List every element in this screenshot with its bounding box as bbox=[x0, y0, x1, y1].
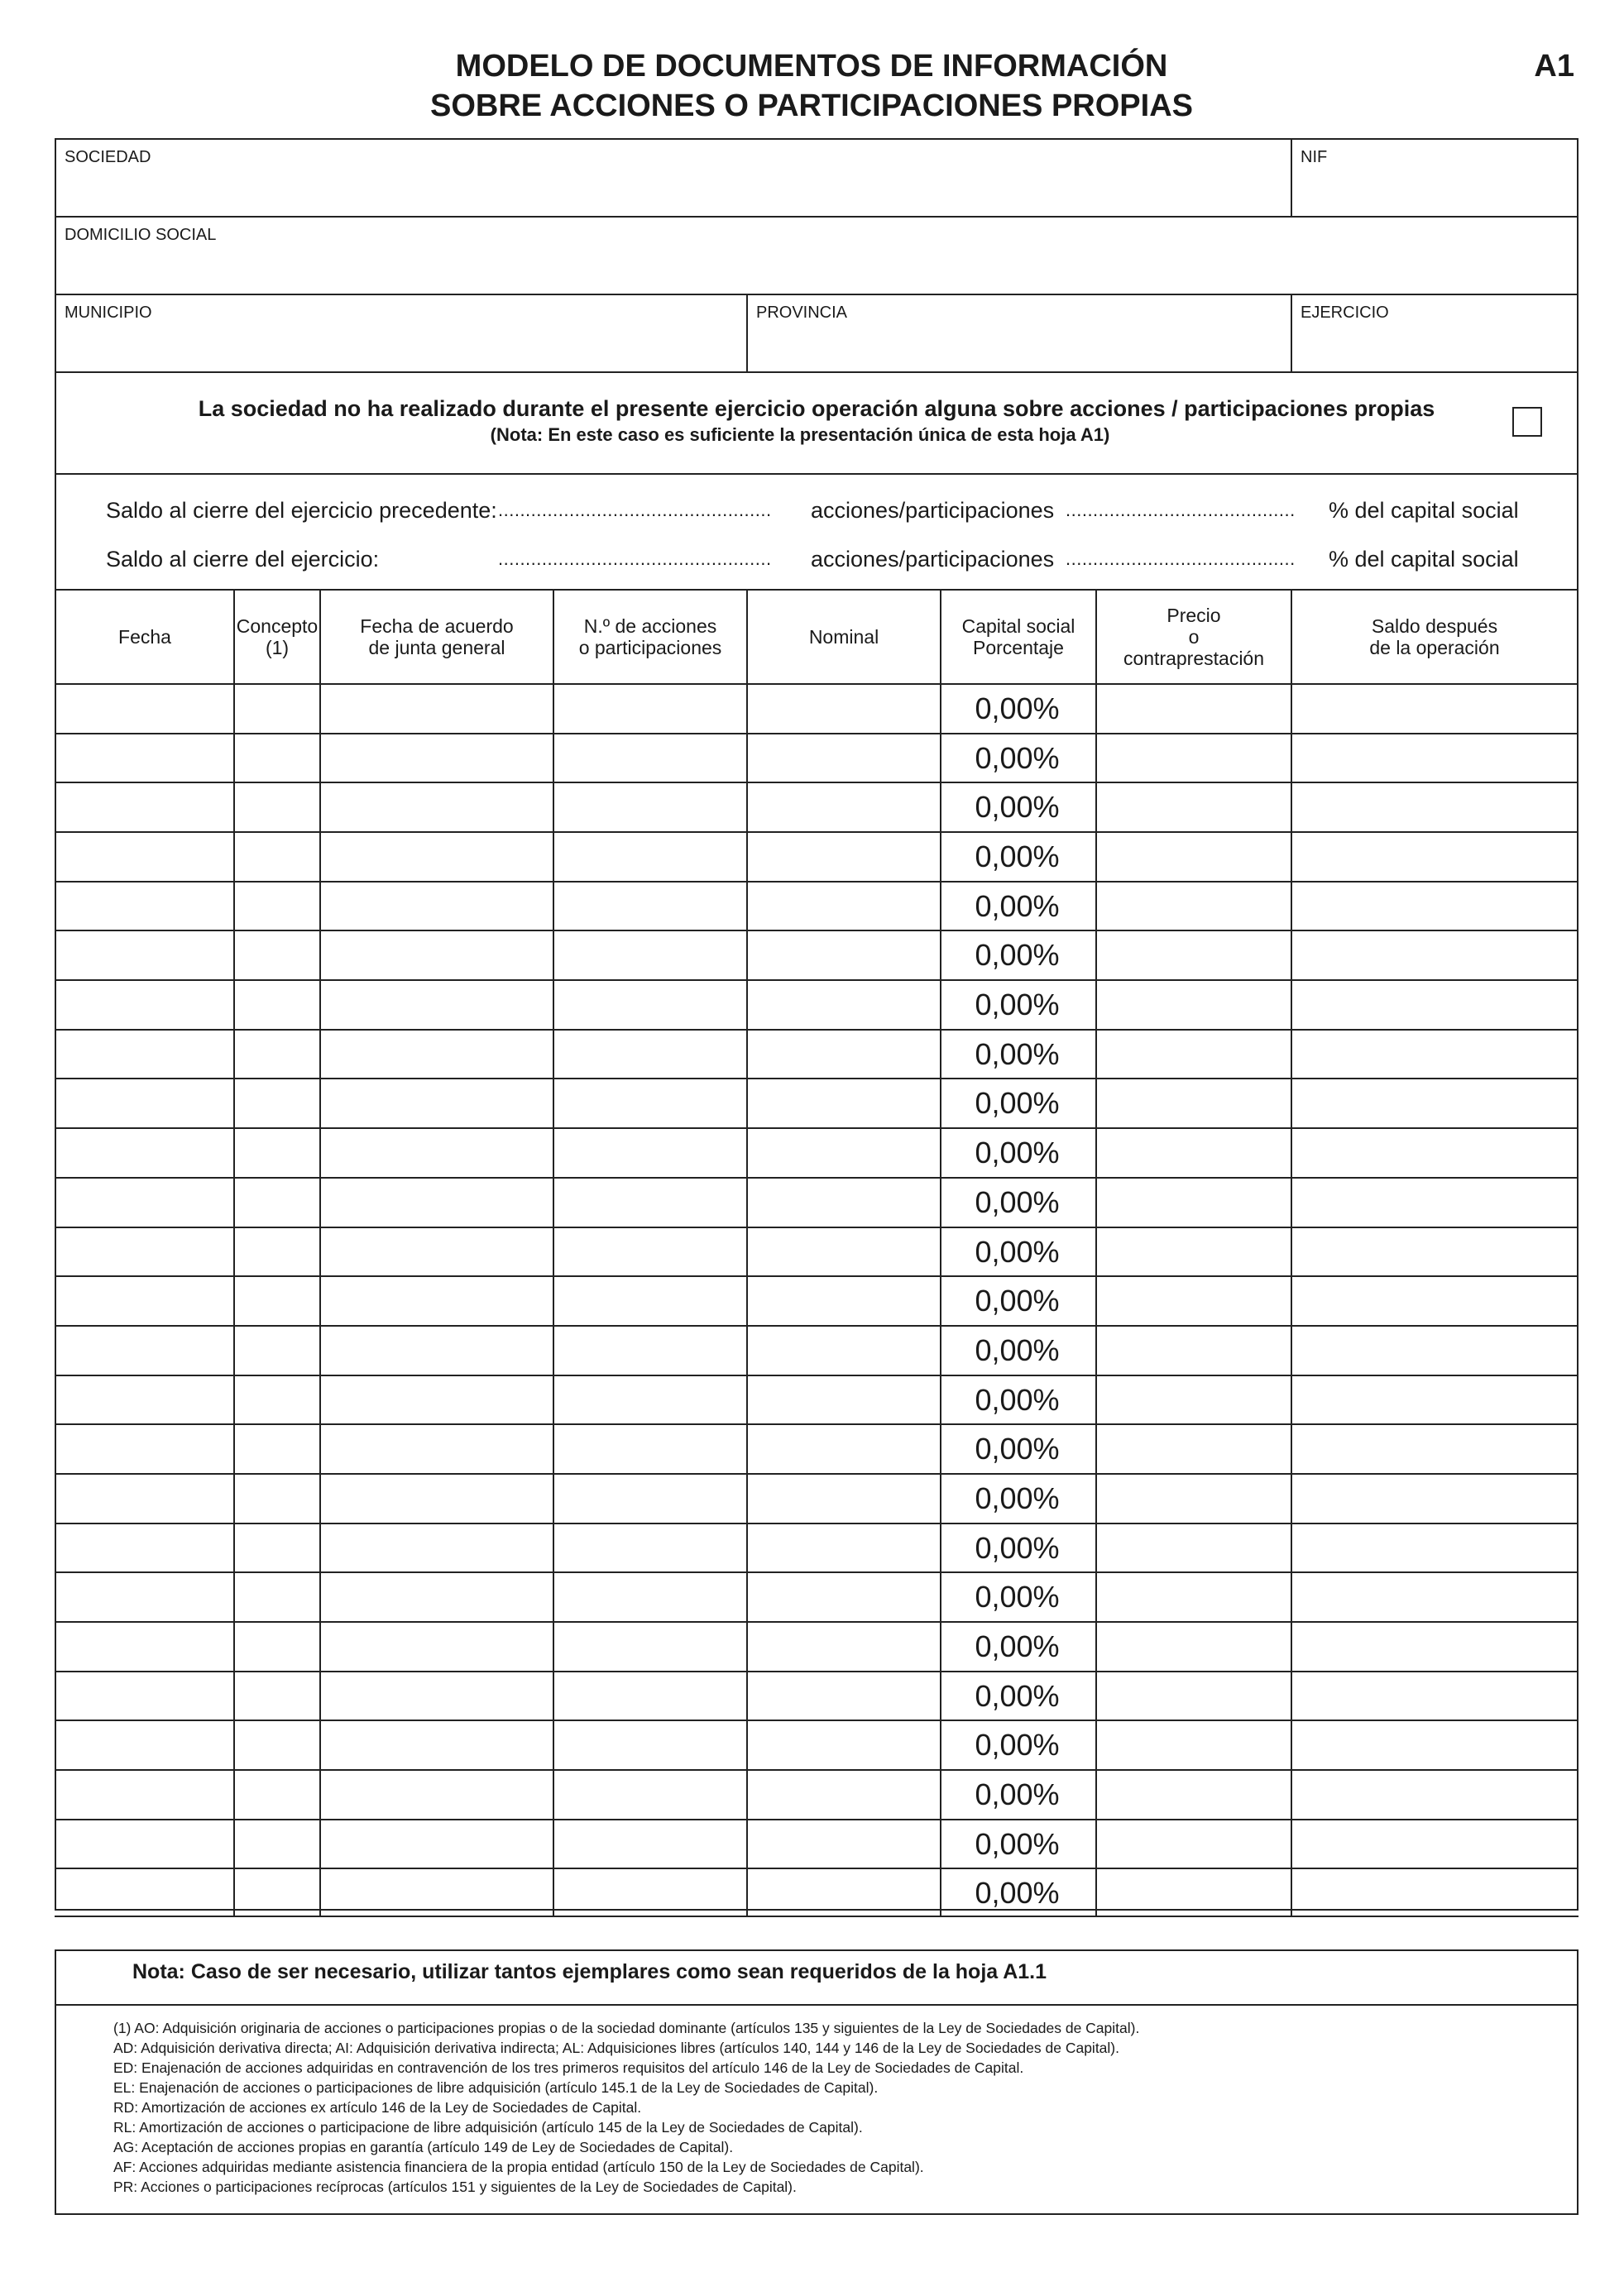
col-num-acciones-line-2: o participaciones bbox=[578, 636, 722, 658]
table-cell-precio[interactable] bbox=[1097, 1079, 1291, 1127]
table-cell-fecha[interactable] bbox=[56, 883, 233, 930]
saldo-cierre-acciones-dots[interactable]: .................................................. bbox=[498, 548, 772, 569]
table-cell-saldo[interactable] bbox=[1292, 1228, 1575, 1276]
table-cell-fecha-acuerdo[interactable] bbox=[321, 783, 553, 831]
col-concepto-line-2: (1) bbox=[265, 636, 290, 658]
table-cell-nominal[interactable] bbox=[748, 1079, 940, 1127]
table-cell-fecha-acuerdo[interactable] bbox=[321, 1179, 553, 1227]
table-cell-nominal[interactable] bbox=[748, 1327, 940, 1375]
table-cell-num-acciones[interactable] bbox=[554, 1425, 746, 1473]
nif-label: NIF bbox=[1301, 148, 1328, 166]
table-cell-fecha-acuerdo[interactable] bbox=[321, 1721, 553, 1769]
provincia-label: PROVINCIA bbox=[756, 304, 848, 322]
table-cell-num-acciones[interactable] bbox=[554, 1277, 746, 1325]
table-cell-saldo[interactable] bbox=[1292, 883, 1575, 930]
capital-percentage-cell: 0,00% bbox=[975, 1284, 1060, 1318]
table-cell-fecha[interactable] bbox=[56, 833, 233, 881]
table-cell-num-acciones[interactable] bbox=[554, 1524, 746, 1572]
table-cell-nominal[interactable] bbox=[748, 833, 940, 881]
table-cell-concepto[interactable] bbox=[235, 685, 319, 733]
title-line-2: SOBRE ACCIONES O PARTICIPACIONES PROPIAS bbox=[430, 88, 1193, 123]
table-cell-fecha[interactable] bbox=[56, 783, 233, 831]
capital-percentage-cell: 0,00% bbox=[975, 691, 1060, 725]
table-cell-saldo[interactable] bbox=[1292, 1771, 1575, 1819]
table-cell-concepto[interactable] bbox=[235, 1079, 319, 1127]
capital-percentage-cell: 0,00% bbox=[975, 740, 1060, 775]
table-cell-saldo[interactable] bbox=[1292, 931, 1575, 979]
col-precio-line-3: contraprestación bbox=[1123, 647, 1265, 669]
table-cell-fecha[interactable] bbox=[56, 685, 233, 733]
col-precio-line-2: o bbox=[1188, 625, 1200, 648]
table-cell-saldo[interactable] bbox=[1292, 1129, 1575, 1177]
capital-percentage-cell: 0,00% bbox=[975, 790, 1060, 825]
table-cell-concepto[interactable] bbox=[235, 1623, 319, 1671]
capital-percentage-cell: 0,00% bbox=[975, 1234, 1060, 1269]
table-cell-fecha[interactable] bbox=[56, 1573, 233, 1621]
table-cell-concepto[interactable] bbox=[235, 1031, 319, 1079]
provincia-field[interactable] bbox=[748, 295, 1291, 371]
col-num-acciones bbox=[554, 590, 746, 683]
table-cell-fecha[interactable] bbox=[56, 1277, 233, 1325]
table-cell-saldo[interactable] bbox=[1292, 1869, 1575, 1917]
municipio-label: MUNICIPIO bbox=[65, 304, 152, 322]
col-num-acciones-line-1: N.º de acciones bbox=[583, 615, 717, 637]
capital-percentage-cell: 0,00% bbox=[975, 1036, 1060, 1071]
table-cell-fecha-acuerdo[interactable] bbox=[321, 1228, 553, 1276]
table-cell-nominal[interactable] bbox=[748, 1228, 940, 1276]
table-cell-num-acciones[interactable] bbox=[554, 1771, 746, 1819]
table-cell-fecha[interactable] bbox=[56, 1721, 233, 1769]
table-cell-fecha-acuerdo[interactable] bbox=[321, 1031, 553, 1079]
title-line-1: MODELO DE DOCUMENTOS DE INFORMACIÓN bbox=[455, 49, 1168, 84]
table-cell-fecha[interactable] bbox=[56, 1820, 233, 1868]
table-cell-fecha-acuerdo[interactable] bbox=[321, 1376, 553, 1424]
table-cell-nominal[interactable] bbox=[748, 1524, 940, 1572]
table-cell-fecha-acuerdo[interactable] bbox=[321, 1820, 553, 1868]
legend-line: AD: Adquisición derivativa directa; AI: Adquisición derivativa indirecta; AL: Adquisiciones libres (artículos 140, 144 y 146 de la Ley de Sociedades de Capital). bbox=[113, 2040, 1119, 2056]
table-cell-concepto[interactable] bbox=[235, 1869, 319, 1917]
table-cell-fecha[interactable] bbox=[56, 981, 233, 1029]
table-cell-nominal[interactable] bbox=[748, 1573, 940, 1621]
form-code: A1 bbox=[1534, 49, 1574, 84]
table-cell-num-acciones[interactable] bbox=[554, 1623, 746, 1671]
table-cell-fecha-acuerdo[interactable] bbox=[321, 1079, 553, 1127]
capital-percentage-cell: 0,00% bbox=[975, 1480, 1060, 1515]
table-cell-precio[interactable] bbox=[1097, 1425, 1291, 1473]
table-cell-concepto[interactable] bbox=[235, 1327, 319, 1375]
table-cell-num-acciones[interactable] bbox=[554, 1573, 746, 1621]
legend-line: AF: Acciones adquiridas mediante asistencia financiera de la propia entidad (artículo 150 de la Ley de Sociedades de Capital). bbox=[113, 2159, 924, 2175]
table-cell-nominal[interactable] bbox=[748, 734, 940, 782]
table-cell-saldo[interactable] bbox=[1292, 1475, 1575, 1523]
table-cell-num-acciones[interactable] bbox=[554, 1031, 746, 1079]
table-cell-precio[interactable] bbox=[1097, 1820, 1291, 1868]
table-cell-precio[interactable] bbox=[1097, 1869, 1291, 1917]
capital-percentage-cell: 0,00% bbox=[975, 1432, 1060, 1466]
table-cell-num-acciones[interactable] bbox=[554, 1228, 746, 1276]
table-cell-precio[interactable] bbox=[1097, 1277, 1291, 1325]
capital-percentage-cell: 0,00% bbox=[975, 1876, 1060, 1911]
table-cell-concepto[interactable] bbox=[235, 1573, 319, 1621]
municipio-field[interactable] bbox=[56, 295, 746, 371]
table-cell-num-acciones[interactable] bbox=[554, 1721, 746, 1769]
table-cell-precio[interactable] bbox=[1097, 1179, 1291, 1227]
table-cell-saldo[interactable] bbox=[1292, 1277, 1575, 1325]
table-cell-concepto[interactable] bbox=[235, 1475, 319, 1523]
table-cell-fecha[interactable] bbox=[56, 1179, 233, 1227]
legend-line: EL: Enajenación de acciones o participaciones de libre adquisición (artículo 145.1 de la Ley de Sociedades de Capital). bbox=[113, 2079, 879, 2096]
col-nominal bbox=[748, 590, 940, 683]
table-cell-precio[interactable] bbox=[1097, 833, 1291, 881]
table-cell-fecha-acuerdo[interactable] bbox=[321, 883, 553, 930]
table-cell-precio[interactable] bbox=[1097, 1721, 1291, 1769]
table-cell-saldo[interactable] bbox=[1292, 833, 1575, 881]
no-operations-checkbox[interactable] bbox=[1512, 407, 1542, 437]
table-cell-saldo[interactable] bbox=[1292, 1079, 1575, 1127]
table-cell-fecha[interactable] bbox=[56, 1869, 233, 1917]
table-cell-precio[interactable] bbox=[1097, 1573, 1291, 1621]
form-title bbox=[248, 46, 1375, 126]
table-cell-concepto[interactable] bbox=[235, 981, 319, 1029]
table-cell-fecha[interactable] bbox=[56, 931, 233, 979]
saldo-cierre-capital-dots[interactable]: .......................................... bbox=[1066, 548, 1296, 569]
table-cell-precio[interactable] bbox=[1097, 1672, 1291, 1720]
table-cell-num-acciones[interactable] bbox=[554, 833, 746, 881]
table-cell-concepto[interactable] bbox=[235, 783, 319, 831]
table-cell-concepto[interactable] bbox=[235, 1820, 319, 1868]
saldo-cierre-acciones-label: acciones/participaciones bbox=[811, 547, 1055, 572]
table-cell-precio[interactable] bbox=[1097, 1524, 1291, 1572]
col-precio-line-1: Precio bbox=[1167, 604, 1221, 626]
table-cell-fecha-acuerdo[interactable] bbox=[321, 734, 553, 782]
table-cell-num-acciones[interactable] bbox=[554, 1475, 746, 1523]
saldo-cierre-label: Saldo al cierre del ejercicio: bbox=[106, 547, 380, 572]
table-cell-concepto[interactable] bbox=[235, 1672, 319, 1720]
divider bbox=[55, 2004, 1578, 2006]
col-capital-social-line-1: Capital social bbox=[961, 615, 1075, 637]
table-cell-fecha[interactable] bbox=[56, 1031, 233, 1079]
table-cell-saldo[interactable] bbox=[1292, 1820, 1575, 1868]
col-num-acciones-label bbox=[579, 615, 722, 658]
col-capital-social-line-2: Porcentaje bbox=[973, 636, 1064, 658]
table-cell-fecha-acuerdo[interactable] bbox=[321, 1771, 553, 1819]
nif-field[interactable] bbox=[1292, 140, 1577, 216]
table-bottom-border bbox=[55, 1916, 1578, 1917]
table-cell-nominal[interactable] bbox=[748, 1031, 940, 1079]
table-cell-saldo[interactable] bbox=[1292, 685, 1575, 733]
table-cell-precio[interactable] bbox=[1097, 685, 1291, 733]
table-cell-num-acciones[interactable] bbox=[554, 1376, 746, 1424]
table-cell-fecha-acuerdo[interactable] bbox=[321, 1869, 553, 1917]
table-cell-precio[interactable] bbox=[1097, 783, 1291, 831]
divider bbox=[55, 473, 1578, 475]
col-saldo-despues bbox=[1292, 590, 1577, 683]
divider bbox=[55, 371, 1578, 373]
table-cell-concepto[interactable] bbox=[235, 931, 319, 979]
table-cell-fecha-acuerdo[interactable] bbox=[321, 931, 553, 979]
legend-line: ED: Enajenación de acciones adquiridas en contravención de los tres primeros requisitos del artículo 146 de la Ley de Sociedades de Capital. bbox=[113, 2059, 1024, 2076]
table-cell-saldo[interactable] bbox=[1292, 1721, 1575, 1769]
saldo-precedente-acciones-label: acciones/participaciones bbox=[811, 498, 1055, 523]
saldo-cierre-capital-label: % del capital social bbox=[1329, 547, 1519, 572]
no-operations-statement: La sociedad no ha realizado durante el presente ejercicio operación alguna sobre acciones / participaciones propias bbox=[198, 396, 1435, 421]
col-concepto bbox=[235, 590, 319, 683]
col-concepto-label bbox=[237, 615, 318, 658]
table-cell-nominal[interactable] bbox=[748, 1475, 940, 1523]
table-cell-saldo[interactable] bbox=[1292, 1327, 1575, 1375]
capital-percentage-cell: 0,00% bbox=[975, 988, 1060, 1022]
table-cell-concepto[interactable] bbox=[235, 1179, 319, 1227]
table-cell-nominal[interactable] bbox=[748, 1771, 940, 1819]
legend-line: RL: Amortización de acciones o participacione de libre adquisición (artículo 145 de la Ley de Sociedades de Capital). bbox=[113, 2119, 863, 2136]
table-cell-fecha[interactable] bbox=[56, 1228, 233, 1276]
col-capital-social bbox=[941, 590, 1095, 683]
table-cell-fecha-acuerdo[interactable] bbox=[321, 1475, 553, 1523]
legend-line: RD: Amortización de acciones ex artículo 146 de la Ley de Sociedades de Capital. bbox=[113, 2099, 642, 2116]
table-cell-fecha-acuerdo[interactable] bbox=[321, 1129, 553, 1177]
table-cell-precio[interactable] bbox=[1097, 1623, 1291, 1671]
legend-line: (1) AO: Adquisición originaria de acciones o participaciones propias o de la sociedad dominante (artículos 135 y siguientes de la Ley de Sociedades de Capital). bbox=[113, 2020, 1140, 2036]
capital-percentage-cell: 0,00% bbox=[975, 1530, 1060, 1565]
legend-line: PR: Acciones o participaciones recíprocas (artículos 151 y siguientes de la Ley de Sociedades de Capital). bbox=[113, 2179, 797, 2195]
table-cell-precio[interactable] bbox=[1097, 1129, 1291, 1177]
table-cell-fecha[interactable] bbox=[56, 1327, 233, 1375]
table-cell-num-acciones[interactable] bbox=[554, 1079, 746, 1127]
domicilio-label: DOMICILIO SOCIAL bbox=[65, 226, 217, 244]
table-cell-fecha-acuerdo[interactable] bbox=[321, 981, 553, 1029]
table-cell-nominal[interactable] bbox=[748, 981, 940, 1029]
table-cell-concepto[interactable] bbox=[235, 1277, 319, 1325]
table-cell-nominal[interactable] bbox=[748, 685, 940, 733]
col-saldo-despues-line-2: de la operación bbox=[1369, 636, 1500, 658]
table-cell-fecha[interactable] bbox=[56, 1623, 233, 1671]
capital-percentage-cell: 0,00% bbox=[975, 1728, 1060, 1763]
table-cell-saldo[interactable] bbox=[1292, 1376, 1575, 1424]
col-fecha-acuerdo-label bbox=[360, 615, 513, 658]
table-cell-saldo[interactable] bbox=[1292, 1179, 1575, 1227]
table-cell-precio[interactable] bbox=[1097, 1376, 1291, 1424]
table-cell-fecha[interactable] bbox=[56, 1129, 233, 1177]
table-cell-concepto[interactable] bbox=[235, 1376, 319, 1424]
table-cell-precio[interactable] bbox=[1097, 883, 1291, 930]
table-cell-fecha[interactable] bbox=[56, 1376, 233, 1424]
table-cell-nominal[interactable] bbox=[748, 1869, 940, 1917]
table-cell-fecha-acuerdo[interactable] bbox=[321, 1524, 553, 1572]
col-saldo-despues-line-1: Saldo después bbox=[1371, 615, 1498, 637]
table-cell-nominal[interactable] bbox=[748, 1672, 940, 1720]
table-cell-fecha[interactable] bbox=[56, 1425, 233, 1473]
table-cell-num-acciones[interactable] bbox=[554, 1179, 746, 1227]
col-nominal-label: Nominal bbox=[808, 625, 879, 648]
table-cell-saldo[interactable] bbox=[1292, 1623, 1575, 1671]
table-cell-num-acciones[interactable] bbox=[554, 1129, 746, 1177]
table-cell-concepto[interactable] bbox=[235, 833, 319, 881]
table-cell-fecha-acuerdo[interactable] bbox=[321, 1623, 553, 1671]
table-cell-precio[interactable] bbox=[1097, 1771, 1291, 1819]
table-cell-nominal[interactable] bbox=[748, 1376, 940, 1424]
table-cell-precio[interactable] bbox=[1097, 981, 1291, 1029]
table-cell-fecha-acuerdo[interactable] bbox=[321, 833, 553, 881]
capital-percentage-cell: 0,00% bbox=[975, 1629, 1060, 1663]
table-cell-num-acciones[interactable] bbox=[554, 783, 746, 831]
table-cell-nominal[interactable] bbox=[748, 931, 940, 979]
table-cell-saldo[interactable] bbox=[1292, 1573, 1575, 1621]
capital-percentage-cell: 0,00% bbox=[975, 1580, 1060, 1614]
table-cell-nominal[interactable] bbox=[748, 783, 940, 831]
capital-percentage-cell: 0,00% bbox=[975, 1382, 1060, 1417]
col-fecha-acuerdo-line-2: de junta general bbox=[368, 636, 505, 658]
col-capital-social-label bbox=[962, 615, 1075, 658]
col-fecha-acuerdo bbox=[321, 590, 553, 683]
table-cell-fecha-acuerdo[interactable] bbox=[321, 1425, 553, 1473]
table-cell-saldo[interactable] bbox=[1292, 1425, 1575, 1473]
ejercicio-field[interactable] bbox=[1292, 295, 1577, 371]
table-cell-fecha[interactable] bbox=[56, 1771, 233, 1819]
table-cell-nominal[interactable] bbox=[748, 1721, 940, 1769]
col-precio-label bbox=[1123, 605, 1264, 669]
table-cell-precio[interactable] bbox=[1097, 1475, 1291, 1523]
table-cell-concepto[interactable] bbox=[235, 1228, 319, 1276]
capital-percentage-cell: 0,00% bbox=[975, 1678, 1060, 1713]
table-cell-precio[interactable] bbox=[1097, 1228, 1291, 1276]
table-cell-concepto[interactable] bbox=[235, 1524, 319, 1572]
saldo-precedente-label: Saldo al cierre del ejercicio precedente: bbox=[106, 498, 497, 523]
sociedad-field[interactable] bbox=[56, 140, 1291, 216]
table-cell-nominal[interactable] bbox=[748, 1129, 940, 1177]
footer-note: Nota: Caso de ser necesario, utilizar tantos ejemplares como sean requeridos de la hoja A1.1 bbox=[132, 1960, 1047, 1983]
table-cell-num-acciones[interactable] bbox=[554, 734, 746, 782]
table-cell-concepto[interactable] bbox=[235, 1129, 319, 1177]
table-cell-concepto[interactable] bbox=[235, 1425, 319, 1473]
table-cell-num-acciones[interactable] bbox=[554, 685, 746, 733]
table-cell-fecha-acuerdo[interactable] bbox=[321, 1573, 553, 1621]
table-cell-fecha[interactable] bbox=[56, 1475, 233, 1523]
table-cell-fecha[interactable] bbox=[56, 1524, 233, 1572]
table-cell-concepto[interactable] bbox=[235, 734, 319, 782]
capital-percentage-cell: 0,00% bbox=[975, 1086, 1060, 1121]
col-precio bbox=[1097, 590, 1291, 683]
table-cell-concepto[interactable] bbox=[235, 1721, 319, 1769]
table-cell-fecha-acuerdo[interactable] bbox=[321, 1672, 553, 1720]
table-cell-precio[interactable] bbox=[1097, 1031, 1291, 1079]
table-cell-fecha-acuerdo[interactable] bbox=[321, 685, 553, 733]
saldo-precedente-capital-dots[interactable]: .......................................... bbox=[1066, 500, 1296, 520]
table-cell-nominal[interactable] bbox=[748, 1425, 940, 1473]
table-cell-concepto[interactable] bbox=[235, 1771, 319, 1819]
capital-percentage-cell: 0,00% bbox=[975, 839, 1060, 873]
table-cell-num-acciones[interactable] bbox=[554, 1820, 746, 1868]
saldo-precedente-acciones-dots[interactable]: .................................................. bbox=[498, 500, 772, 520]
table-cell-nominal[interactable] bbox=[748, 1623, 940, 1671]
table-cell-precio[interactable] bbox=[1097, 931, 1291, 979]
table-cell-num-acciones[interactable] bbox=[554, 1327, 746, 1375]
table-cell-num-acciones[interactable] bbox=[554, 981, 746, 1029]
col-saldo-despues-label bbox=[1369, 615, 1499, 658]
saldo-precedente-capital-label: % del capital social bbox=[1329, 498, 1519, 523]
capital-percentage-cell: 0,00% bbox=[975, 1777, 1060, 1811]
table-cell-saldo[interactable] bbox=[1292, 734, 1575, 782]
table-cell-fecha[interactable] bbox=[56, 1672, 233, 1720]
table-cell-fecha-acuerdo[interactable] bbox=[321, 1327, 553, 1375]
table-cell-saldo[interactable] bbox=[1292, 1031, 1575, 1079]
table-cell-fecha-acuerdo[interactable] bbox=[321, 1277, 553, 1325]
col-fecha-label: Fecha bbox=[118, 625, 171, 648]
capital-percentage-cell: 0,00% bbox=[975, 888, 1060, 923]
table-cell-precio[interactable] bbox=[1097, 734, 1291, 782]
domicilio-field[interactable] bbox=[56, 218, 1577, 294]
legend-line: AG: Aceptación de acciones propias en garantía (artículo 149 de Ley de Sociedades de Capital). bbox=[113, 2139, 734, 2155]
capital-percentage-cell: 0,00% bbox=[975, 938, 1060, 973]
table-cell-nominal[interactable] bbox=[748, 1277, 940, 1325]
capital-percentage-cell: 0,00% bbox=[975, 1332, 1060, 1367]
col-fecha-acuerdo-line-1: Fecha de acuerdo bbox=[360, 615, 514, 637]
table-cell-num-acciones[interactable] bbox=[554, 883, 746, 930]
table-cell-nominal[interactable] bbox=[748, 883, 940, 930]
col-concepto-line-1: Concepto bbox=[236, 615, 319, 637]
table-cell-nominal[interactable] bbox=[748, 1820, 940, 1868]
table-cell-precio[interactable] bbox=[1097, 1327, 1291, 1375]
sociedad-label: SOCIEDAD bbox=[65, 148, 151, 166]
table-cell-fecha[interactable] bbox=[56, 734, 233, 782]
ejercicio-label: EJERCICIO bbox=[1301, 304, 1389, 322]
table-cell-nominal[interactable] bbox=[748, 1179, 940, 1227]
capital-percentage-cell: 0,00% bbox=[975, 1826, 1060, 1861]
table-cell-num-acciones[interactable] bbox=[554, 931, 746, 979]
table-cell-saldo[interactable] bbox=[1292, 1672, 1575, 1720]
table-cell-saldo[interactable] bbox=[1292, 981, 1575, 1029]
capital-percentage-cell: 0,00% bbox=[975, 1136, 1060, 1170]
table-cell-concepto[interactable] bbox=[235, 883, 319, 930]
col-fecha bbox=[56, 590, 233, 683]
table-cell-num-acciones[interactable] bbox=[554, 1869, 746, 1917]
no-operations-note: (Nota: En este caso es suficiente la presentación única de esta hoja A1) bbox=[490, 424, 1110, 445]
table-cell-num-acciones[interactable] bbox=[554, 1672, 746, 1720]
table-cell-fecha[interactable] bbox=[56, 1079, 233, 1127]
table-cell-saldo[interactable] bbox=[1292, 783, 1575, 831]
table-cell-saldo[interactable] bbox=[1292, 1524, 1575, 1572]
capital-percentage-cell: 0,00% bbox=[975, 1184, 1060, 1219]
